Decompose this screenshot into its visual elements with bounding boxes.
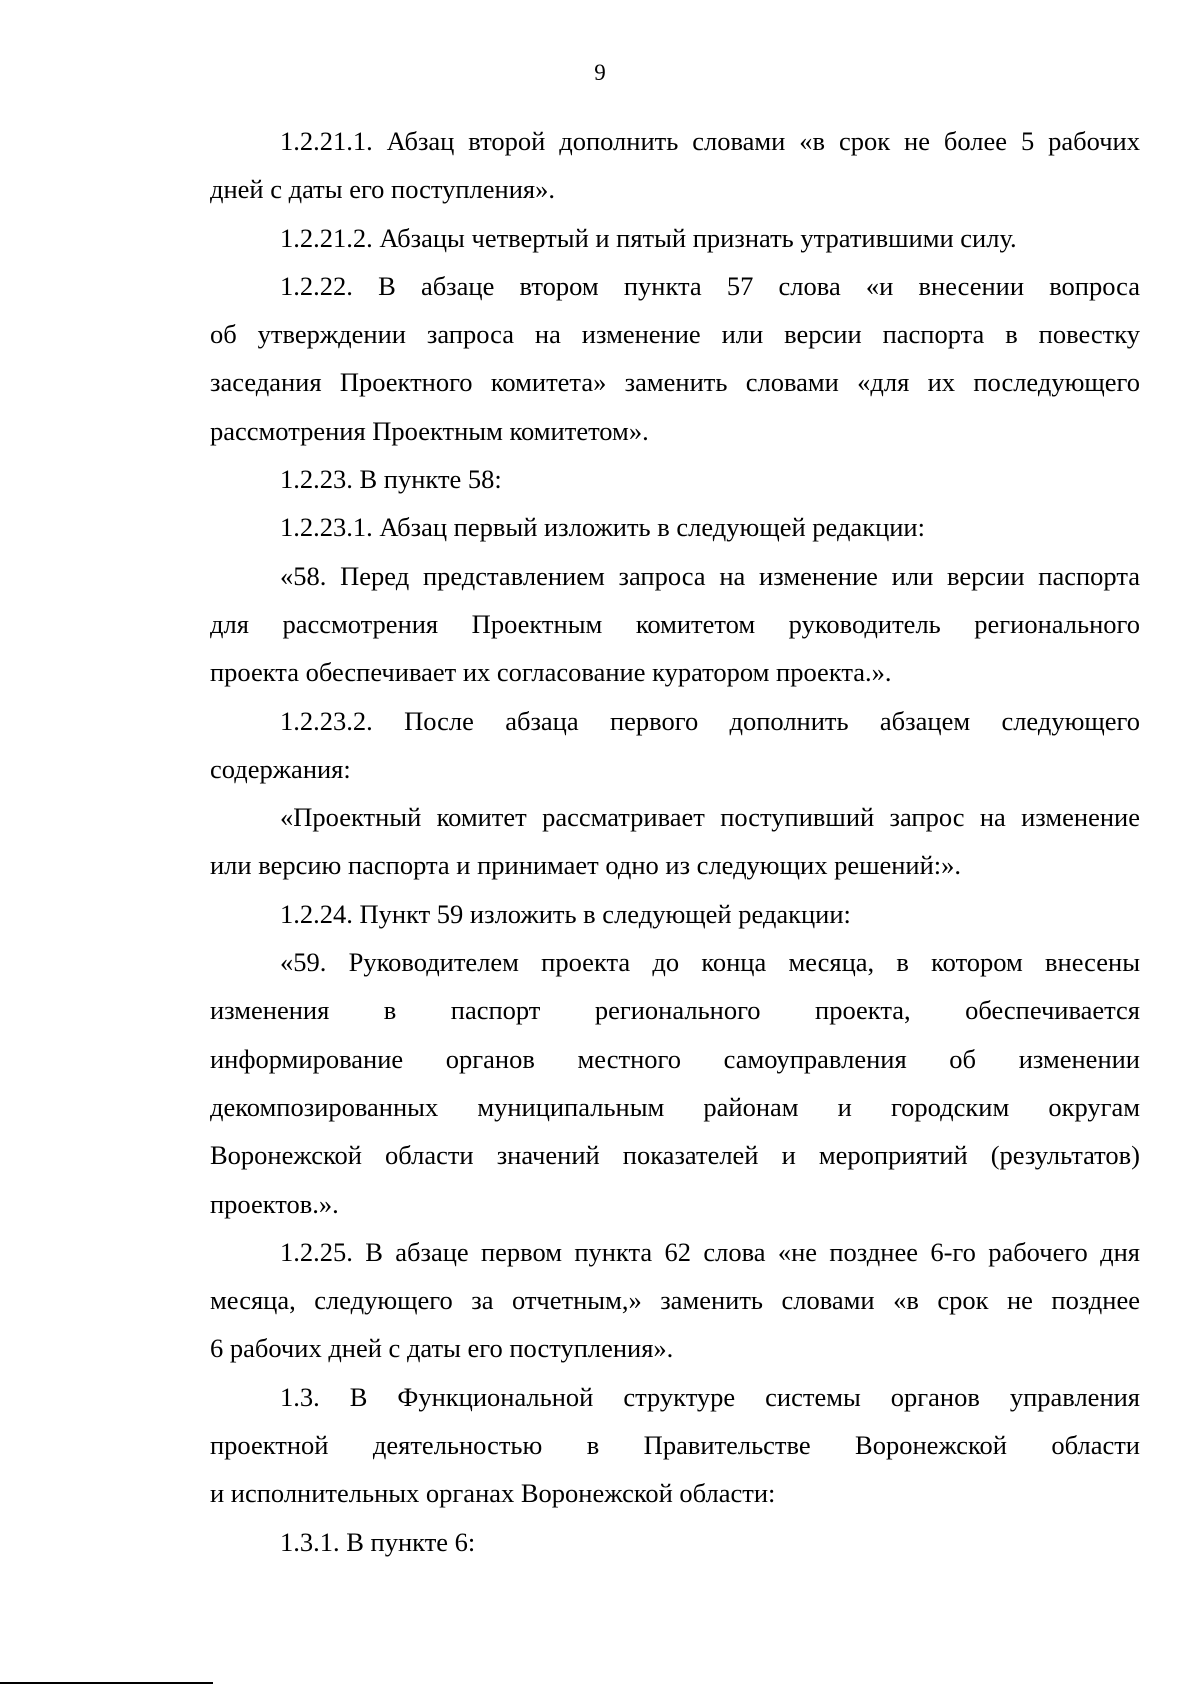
paragraph xyxy=(210,214,1140,262)
paragraph-line: Воронежской области значений показателей и мероприятий (результатов) xyxy=(210,1140,1140,1171)
paragraph-line: или версию паспорта и принимает одно из следующих решений:». xyxy=(210,850,962,881)
paragraph xyxy=(210,117,1140,214)
paragraph-line: «59. Руководителем проекта до конца месяца, в котором внесены xyxy=(280,947,1140,978)
paragraph-line: декомпозированных муниципальным районам и городским округам xyxy=(210,1091,1140,1122)
paragraph-line: изменения в паспорт регионального проекта, обеспечивается xyxy=(210,995,1140,1026)
paragraph xyxy=(210,938,1140,1228)
paragraph-line: 1.2.21.2. Абзацы четвертый и пятый признать утратившими силу. xyxy=(280,222,1017,253)
document-body xyxy=(210,117,1140,1566)
paragraph-line: об утверждении запроса на изменение или версии паспорта в повестку xyxy=(210,319,1140,350)
paragraph-line: 1.3.1. В пункте 6: xyxy=(280,1526,476,1557)
paragraph-line: 1.2.22. В абзаце втором пункта 57 слова «и внесении вопроса xyxy=(280,270,1140,301)
paragraph-line: 6 рабочих дней с даты его поступления». xyxy=(210,1333,674,1364)
paragraph xyxy=(210,262,1140,455)
paragraph-line: информирование органов местного самоуправления об изменении xyxy=(210,1043,1140,1074)
paragraph xyxy=(210,697,1140,794)
paragraph xyxy=(210,1228,1140,1373)
paragraph-line: и исполнительных органах Воронежской области: xyxy=(210,1478,776,1509)
paragraph-line: проекта обеспечивает их согласование куратором проекта.». xyxy=(210,657,892,688)
paragraph xyxy=(210,503,1140,551)
paragraph-line: «58. Перед представлением запроса на изменение или версии паспорта xyxy=(280,560,1140,591)
paragraph xyxy=(210,793,1140,890)
paragraph-line: 1.2.24. Пункт 59 изложить в следующей редакции: xyxy=(280,898,851,929)
footer-rule xyxy=(0,1682,213,1684)
paragraph-line: содержания: xyxy=(210,753,351,784)
paragraph-line: 1.3. В Функциональной структуре системы органов управления xyxy=(280,1381,1140,1412)
paragraph xyxy=(210,890,1140,938)
paragraph xyxy=(210,455,1140,503)
paragraph-line: рассмотрения Проектным комитетом». xyxy=(210,415,649,446)
paragraph-line: 1.2.21.1. Абзац второй дополнить словами «в срок не более 5 рабочих xyxy=(280,126,1140,156)
paragraph xyxy=(210,1518,1140,1566)
paragraph-line: 1.2.23.2. После абзаца первого дополнить абзацем следующего xyxy=(280,705,1140,736)
paragraph-line: 1.2.25. В абзаце первом пункта 62 слова «не позднее 6-го рабочего дня xyxy=(280,1236,1140,1267)
paragraph-line: проектной деятельностью в Правительстве Воронежской области xyxy=(210,1430,1140,1461)
paragraph xyxy=(210,1373,1140,1518)
paragraph-line: для рассмотрения Проектным комитетом руководитель регионального xyxy=(210,608,1140,639)
paragraph-line: 1.2.23.1. Абзац первый изложить в следующей редакции: xyxy=(280,512,925,543)
paragraph xyxy=(210,552,1140,697)
paragraph-line: заседания Проектного комитета» заменить словами «для их последующего xyxy=(210,367,1140,398)
page-number: 9 xyxy=(594,60,606,85)
paragraph-line: проектов.». xyxy=(210,1188,339,1219)
paragraph-line: 1.2.23. В пункте 58: xyxy=(280,464,502,495)
paragraph-line: месяца, следующего за отчетным,» заменить словами «в срок не позднее xyxy=(210,1285,1140,1316)
paragraph-line: дней с даты его поступления». xyxy=(210,174,555,205)
paragraph-line: «Проектный комитет рассматривает поступивший запрос на изменение xyxy=(280,802,1140,833)
